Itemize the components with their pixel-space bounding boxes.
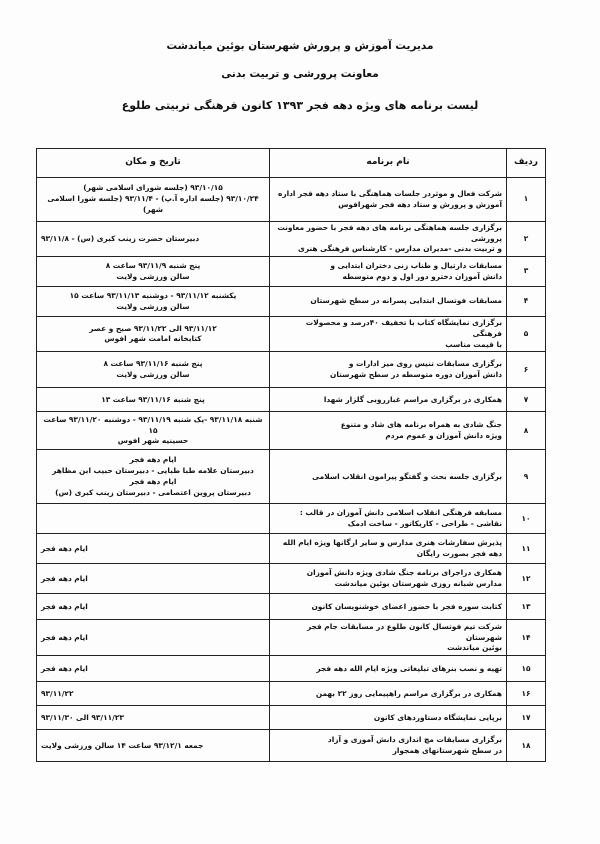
date-place-line: دبیرستان علامه طبا طبایی - دبیرستان حبیب ابن مظاهر	[52, 466, 254, 476]
date-place-cell	[37, 222, 270, 257]
date-place-cell	[37, 287, 270, 317]
program-line: برگزاری جلسه بحث و گفتگو پیرامون انقلاب اسلامی	[312, 471, 502, 481]
header-row-number: ردیف	[507, 149, 546, 178]
date-place-line: ایام دهه فجر	[41, 543, 88, 553]
row-number: ۹	[507, 450, 546, 504]
program-cell	[270, 534, 507, 564]
program-cell	[270, 178, 507, 222]
program-line: تهیه و نصب بنرهای تبلیغاتی ویژه ایام الله دهه فجر	[316, 663, 502, 673]
organization-title: مدیریت آموزش و پرورش شهرستان بوئین میاندشت	[166, 40, 434, 52]
program-line: مسابقه فرهنگی انقلاب اسلامی دانش آموزان در قالب :	[299, 508, 502, 518]
date-place-cell	[37, 534, 270, 564]
date-place-line: پنج شنبه ۹۳/۱۱/۹ ساعت ۸	[105, 260, 201, 270]
row-number: ۱	[507, 178, 546, 222]
program-cell	[270, 682, 507, 706]
row-number: ۱۷	[507, 706, 546, 730]
program-line: برگزاری نمایشگاه کتاب با تخفیف ۴۰درصد و محصولات فرهنگی	[305, 318, 502, 338]
table-row	[37, 222, 546, 257]
row-number: ۱۵	[507, 656, 546, 682]
table-row	[37, 317, 546, 352]
program-cell	[270, 730, 507, 762]
table-body	[37, 178, 546, 762]
date-place-line: ایام دهه فجر	[41, 632, 88, 642]
row-number: ۷	[507, 388, 546, 412]
program-line: در سطح شهرستانهای همجوار	[392, 745, 502, 755]
table-row	[37, 352, 546, 388]
table-row	[37, 450, 546, 504]
program-line: پذیرش سفارشات هنری مدارس و سایر ارگانها ویژه ایام الله	[282, 538, 502, 548]
program-cell	[270, 450, 507, 504]
header-program-name: نام برنامه	[270, 149, 507, 178]
program-line: با قیمت مناسب	[445, 339, 502, 349]
date-place-line: ۹۳/۱۱/۲۲	[41, 688, 74, 698]
program-line: نقاشی - طراحی - کاریکاتور - ساخت ادمک	[347, 518, 502, 528]
program-cell	[270, 388, 507, 412]
program-cell	[270, 287, 507, 317]
program-cell	[270, 706, 507, 730]
row-number: ۱۳	[507, 594, 546, 620]
document-title: لیست برنامه های ویژه دهه فجر ۱۳۹۳ کانون فرهنگی تربیتی طلوع	[121, 99, 479, 112]
date-place-line: حسینیه شهر افوس	[117, 436, 189, 446]
table-row	[37, 504, 546, 534]
program-line: مسابقات دارتیال و طناب زنی دختران ابتدایی و	[330, 260, 502, 270]
program-line: دانش آموزان دوره متوسطه در سطح شهرستان	[330, 369, 502, 379]
date-place-line: یکشنبه ۹۳/۱۱/۱۲ - دوشنبه ۹۳/۱۱/۱۳ ساعت ۱۵	[69, 290, 237, 300]
program-line: و تربیت بدنی -مدیران مدارس - کارشناس فرهنگی هنری	[298, 244, 502, 254]
table-row	[37, 594, 546, 620]
program-cell	[270, 317, 507, 352]
date-place-line: سالن ورزشی ولایت	[116, 301, 190, 311]
row-number: ۶	[507, 352, 546, 388]
table-row	[37, 412, 546, 450]
program-line: همکاری در برگزاری مراسم غبارروبی گلزار شهدا	[323, 394, 502, 404]
table-row	[37, 656, 546, 682]
row-number: ۱۲	[507, 564, 546, 594]
program-line: شرکت فعال و موثردر جلسات هماهنگی با ستاد دهه فجر اداره	[277, 188, 502, 198]
program-line: مدارس شبانه روزی شهرستان بوئین میاندشت	[334, 578, 502, 588]
date-place-line: ۹۳/۱۱/۱۲ الی ۹۳/۱۱/۲۲ صبح و عصر	[89, 323, 217, 333]
row-number: ۱۸	[507, 730, 546, 762]
row-number: ۱۰	[507, 504, 546, 534]
program-schedule-table	[36, 148, 546, 762]
date-place-line: دبیرستان حضرت زینب کبری (س) - ۹۳/۱۱/۸	[41, 233, 200, 243]
program-line: همکاری در برگزاری مراسم راهپیمایی روز ۲۲ بهمن	[315, 688, 502, 698]
date-place-cell	[37, 178, 270, 222]
header-date-place: تاریخ و مکان	[37, 149, 270, 178]
program-cell	[270, 564, 507, 594]
program-line: برپایی نمایشگاه دستاوردهای کانون	[373, 712, 502, 722]
date-place-cell	[37, 706, 270, 730]
row-number: ۱۴	[507, 620, 546, 656]
date-place-cell	[37, 730, 270, 762]
table-row	[37, 388, 546, 412]
program-line: دانش آموزان دخترو دور اول و دوم متوسطه	[342, 271, 502, 281]
table-row	[37, 730, 546, 762]
program-line: برگزاری جلسه هماهنگی برنامه های دهه فجر با حضور معاونت پرورشی	[277, 223, 502, 243]
date-place-cell	[37, 564, 270, 594]
date-place-line: ۹۳/۱۰/۲۴ (جلسه اداره آ.پ) - ۹۳/۱۱/۴ (جلسه شورا اسلامی شهر)	[47, 194, 259, 214]
date-place-cell	[37, 656, 270, 682]
program-cell	[270, 594, 507, 620]
row-number: ۴	[507, 287, 546, 317]
table-row	[37, 682, 546, 706]
date-place-cell	[37, 504, 270, 534]
program-line: کتابت سوره فجر با حضور اعضای خوشنویسان کانون	[311, 601, 502, 611]
program-line: برگزاری مسابقات مچ اندازی دانش آموزی و آزاد	[327, 735, 502, 745]
date-place-line: سالن ورزشی ولایت	[116, 369, 190, 379]
department-title: معاونت پرورشی و تربیت بدنی	[221, 68, 379, 80]
table-row	[37, 178, 546, 222]
program-cell	[270, 412, 507, 450]
table-row	[37, 620, 546, 656]
table-row	[37, 257, 546, 287]
program-line: برگزاری مسابقات تنیس روی میز ادارات و	[348, 359, 502, 369]
row-number: ۳	[507, 257, 546, 287]
row-number: ۵	[507, 317, 546, 352]
date-place-cell	[37, 594, 270, 620]
date-place-line: پنج شنبه ۹۳/۱۱/۱۶ ساعت ۸	[103, 359, 203, 369]
program-cell	[270, 656, 507, 682]
table-row	[37, 534, 546, 564]
date-place-line: دبیرستان پروین اعتصامی - دبیرستان زینب کبری (س)	[55, 487, 251, 497]
row-number: ۱۶	[507, 682, 546, 706]
program-line: دهه فجر بصورت رایگان	[416, 548, 502, 558]
date-place-line: ایام دهه فجر	[41, 663, 88, 673]
date-place-line: ایام دهه فجر	[41, 573, 88, 583]
date-place-line: پنج شنبه ۹۳/۱۱/۱۶ ساعت ۱۳	[101, 394, 205, 404]
program-line: آموزش و پرورش و ستاد دهه فجر شهرافوس	[338, 199, 502, 209]
table-header-row	[37, 149, 546, 178]
program-cell	[270, 504, 507, 534]
date-place-cell	[37, 620, 270, 656]
table-row	[37, 706, 546, 730]
row-number: ۸	[507, 412, 546, 450]
program-cell	[270, 257, 507, 287]
program-cell	[270, 222, 507, 257]
date-place-cell	[37, 257, 270, 287]
program-line: ویژه دانش آموزان و عموم مردم	[385, 430, 502, 440]
row-number: ۲	[507, 222, 546, 257]
date-place-line: ایام دهه فجر	[129, 476, 177, 486]
date-place-cell	[37, 450, 270, 504]
date-place-line: سالن ورزشی ولایت	[116, 271, 190, 281]
program-line: همکاری دراجرای برنامه جنگ شادی ویژه دانش آموزان	[306, 568, 502, 578]
program-cell	[270, 352, 507, 388]
date-place-cell	[37, 352, 270, 388]
date-place-line: ۹۳/۱۱/۲۳ الی ۹۳/۱۱/۳۰	[41, 712, 124, 722]
date-place-cell	[37, 682, 270, 706]
table-row	[37, 287, 546, 317]
program-line: جنگ شادی به همراه برنامه های شاد و متنوع	[340, 420, 502, 430]
table-row	[37, 564, 546, 594]
date-place-line: جمعه ۹۳/۱۲/۱ ساعت ۱۴ سالن ورزشی ولایت	[41, 740, 204, 750]
program-cell	[270, 620, 507, 656]
date-place-line: شنبه ۹۳/۱۱/۱۸ -یک شنبه ۹۳/۱۱/۱۹ - دوشنبه ۹۳/۱۱/۲۰ ساعت ۱۵	[43, 414, 263, 435]
date-place-cell	[37, 412, 270, 450]
program-line: شرکت تیم فوتسال کانون طلوع در مسابقات جام فجر شهرستان	[306, 621, 502, 642]
date-place-line: ایام دهه فجر	[41, 601, 88, 611]
date-place-line: ۹۳/۱۰/۱۵ (جلسه شورای اسلامی شهر)	[83, 183, 223, 193]
date-place-line: کتابخانه امامت شهر افوس	[104, 334, 202, 344]
date-place-cell	[37, 388, 270, 412]
program-line: بوئین میاندشت	[447, 643, 502, 653]
program-line: مسابقات فوتسال ابتدایی پسرانه در سطح شهرستان	[310, 296, 502, 306]
date-place-line: ایام دهه فجر	[129, 455, 177, 465]
date-place-cell	[37, 317, 270, 352]
row-number: ۱۱	[507, 534, 546, 564]
